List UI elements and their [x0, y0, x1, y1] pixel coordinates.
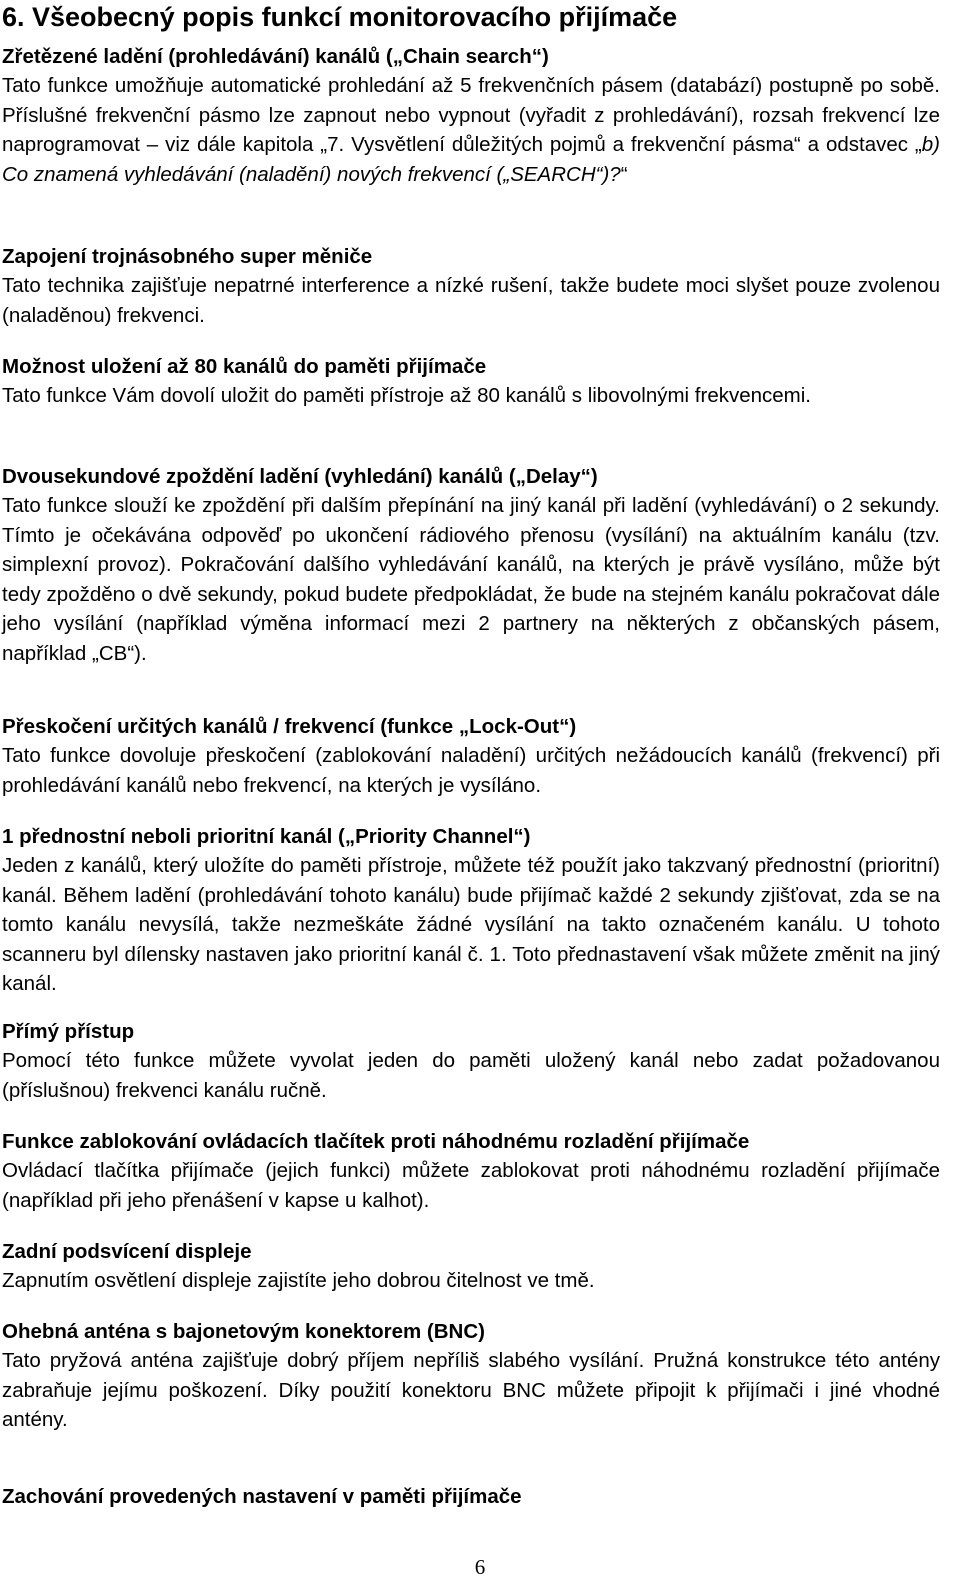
- section-title: Přímý přístup: [2, 1020, 135, 1043]
- section-memory-80: [2, 352, 940, 411]
- section-title: Ohebná anténa s bajonetovým konektorem (BNC): [2, 1320, 485, 1343]
- section-backlight: [2, 1237, 940, 1296]
- section-key-lock: [2, 1127, 940, 1215]
- section-chain-search: [2, 42, 940, 189]
- page-number: 6: [474, 1555, 486, 1579]
- section-body: Tato funkce slouží ke zpoždění při dalším přepínání na jiný kanál při ladění (vyhledávání) o 2 sekundy. Tímto je očekávána odpověď po ukončení rádiového přenosu (vysílání) na aktuálním kanálu (tzv. simplexní provoz). Pokračování dalšího vyhledávání kanálů, na kterých je právě vysíláno, může být tedy zpožděno o dvě sekundy, pokud budete předpokládat, že bude na stejném kanálu pokračovat dále jeho vysílání (například výměna informací mezi 2 partnery na některých z občanských pásem, například „CB“).: [2, 494, 940, 665]
- section-title: Přeskočení určitých kanálů / frekvencí (funkce „Lock-Out“): [2, 715, 577, 738]
- section-title: Zachování provedených nastavení v paměti přijímače: [2, 1485, 522, 1508]
- section-body: Tato funkce Vám dovolí uložit do paměti přístroje až 80 kanálů s libovolnými frekvencemi.: [2, 384, 811, 407]
- chapter-heading: 6. Všeobecný popis funkcí monitorovacího přijímače: [2, 2, 678, 32]
- body-text-end: “: [620, 162, 628, 186]
- section-body: Jeden z kanálů, který uložíte do paměti přístroje, můžete též použít jako takzvaný přednostní (prioritní) kanál. Během ladění (prohledávání tohoto kanálu) bude přijímač každé 2 sekundy zjišťovat, zda se na tomto kanálu nevysílá, takže nezmeškáte žádné vysílání na takto označeném kanálu. U tohoto scanneru byl dílensky nastaven jako prioritní kanál č. 1. Toto přednastavení však můžete změnit na jiný kanál.: [2, 854, 940, 995]
- body-text: Tato funkce umožňuje automatické prohledání až 5 frekvenčních pásem (databází) postupně po sobě. Příslušné frekvenční pásmo lze zapnout nebo vypnout (vyřadit z prohledávání), rozsah frekvencí lze naprogramovat – viz dále kapitola „7. Vysvětlení důležitých pojmů a frekvenční pásma“ a odstavec „: [2, 74, 940, 156]
- section-priority-channel: [2, 822, 940, 999]
- section-body: Zapnutím osvětlení displeje zajistíte jeho dobrou čitelnost ve tmě.: [2, 1269, 595, 1292]
- section-triple-superhet: [2, 242, 940, 330]
- section-body: Tato funkce dovoluje přeskočení (zablokování naladění) určitých nežádoucích kanálů (frekvencí) při prohledávání kanálů nebo frekvencí, na kterých je vysíláno.: [2, 744, 940, 797]
- section-delay: [2, 462, 940, 668]
- section-body: Tato pryžová anténa zajišťuje dobrý příjem nepříliš slabého vysílání. Pružná konstrukce této antény zabraňuje jejímu poškození. Díky použití konektoru BNC můžete připojit k přijímači i jiné vhodné antény.: [2, 1349, 940, 1431]
- section-title: Zřetězené ladění (prohledávání) kanálů („Chain search“): [2, 45, 549, 68]
- section-settings-retention: [2, 1482, 940, 1511]
- section-lock-out: [2, 712, 940, 800]
- section-title: Funkce zablokování ovládacích tlačítek proti náhodnému rozladění přijímače: [2, 1130, 750, 1153]
- body-text-italic: b) Co znamená vyhledávání (naladění) nových frekvencí („SEARCH“)?: [2, 133, 940, 186]
- section-title: Zadní podsvícení displeje: [2, 1240, 252, 1263]
- section-body: Tato technika zajišťuje nepatrné interference a nízké rušení, takže budete moci slyšet pouze zvolenou (naladěnou) frekvenci.: [2, 274, 940, 327]
- section-title: 1 přednostní neboli prioritní kanál („Priority Channel“): [2, 825, 531, 848]
- section-direct-access: [2, 1017, 940, 1105]
- section-body: Ovládací tlačítka přijímače (jejich funkci) můžete zablokovat proti náhodnému rozladění přijímače (například při jeho přenášení v kapse u kalhot).: [2, 1159, 940, 1212]
- section-body: Pomocí této funkce můžete vyvolat jeden do paměti uložený kanál nebo zadat požadovanou (příslušnou) frekvenci kanálu ručně.: [2, 1049, 940, 1102]
- section-body: [2, 71, 940, 189]
- section-title: Možnost uložení až 80 kanálů do paměti přijímače: [2, 355, 487, 378]
- section-bnc-antenna: [2, 1317, 940, 1435]
- section-title: Zapojení trojnásobného super měniče: [2, 245, 373, 268]
- section-title: Dvousekundové zpoždění ladění (vyhledání) kanálů („Delay“): [2, 465, 598, 488]
